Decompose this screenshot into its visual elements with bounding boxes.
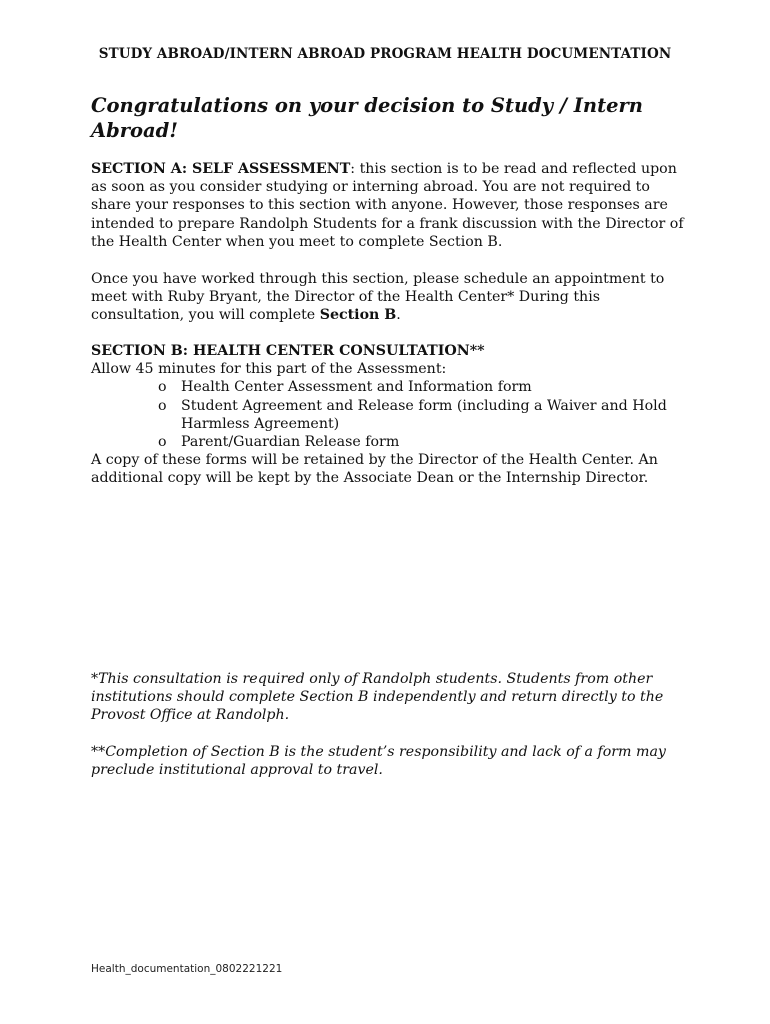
bullet-icon: o <box>158 434 167 451</box>
section-b-heading-text: SECTION B: HEALTH CENTER CONSULTATION** <box>91 343 485 359</box>
section-a-paragraph <box>91 160 691 251</box>
section-a <box>91 160 691 251</box>
section-a-follow-up <box>91 270 691 325</box>
footnotes <box>91 670 691 779</box>
footnote-consultation: *This consultation is required only of Randolph students. Students from other institutions should complete Section B independently and return directly to the Provost Office at Randolph. <box>91 671 664 724</box>
list-item-text: Parent/Guardian Release form <box>181 434 400 451</box>
document-footer-reference: Health_documentation_0802221221 <box>91 963 283 975</box>
list-item-text: Student Agreement and Release form (including a Waiver and Hold Harmless Agreement) <box>181 397 667 432</box>
list-item <box>91 378 691 396</box>
section-b-form-list <box>91 378 691 451</box>
section-b <box>91 342 691 488</box>
list-item <box>91 397 691 433</box>
follow-up-period: . <box>396 307 401 324</box>
section-b-heading <box>91 342 691 360</box>
section-b-reference: Section B <box>319 307 397 324</box>
section-b-intro: Allow 45 minutes for this part of the Assessment: <box>91 361 447 378</box>
section-a-follow-up-paragraph <box>91 270 691 325</box>
section-a-body: : this section is to be read and reflected upon as soon as you consider studying or interning abroad. You are not required to share your responses to this section with anyone. However, those responses are intended to prepare Randolph Students for a frank discussion with the Director of the Health Center when you meet to complete Section B. <box>91 161 684 250</box>
follow-up-text: Once you have worked through this section, please schedule an appointment to meet with Ruby Bryant, the Director of the Health Center* During this consultation, you will complete <box>91 271 665 324</box>
section-b-closing: A copy of these forms will be retained by the Director of the Health Center. An additional copy will be kept by the Associate Dean or the Internship Director. <box>91 452 658 487</box>
bullet-icon: o <box>158 379 167 396</box>
congratulations-headline: Congratulations on your decision to Study / Intern Abroad! <box>91 94 643 142</box>
bullet-icon: o <box>158 397 167 414</box>
list-item <box>91 433 691 451</box>
list-item-text: Health Center Assessment and Information form <box>181 379 532 396</box>
footnote-completion: **Completion of Section B is the student’s responsibility and lack of a form may preclude institutional approval to travel. <box>91 743 666 778</box>
section-a-heading: SECTION A: SELF ASSESSMENT <box>91 161 351 177</box>
document-title: STUDY ABROAD/INTERN ABROAD PROGRAM HEALTH DOCUMENTATION <box>98 46 672 62</box>
